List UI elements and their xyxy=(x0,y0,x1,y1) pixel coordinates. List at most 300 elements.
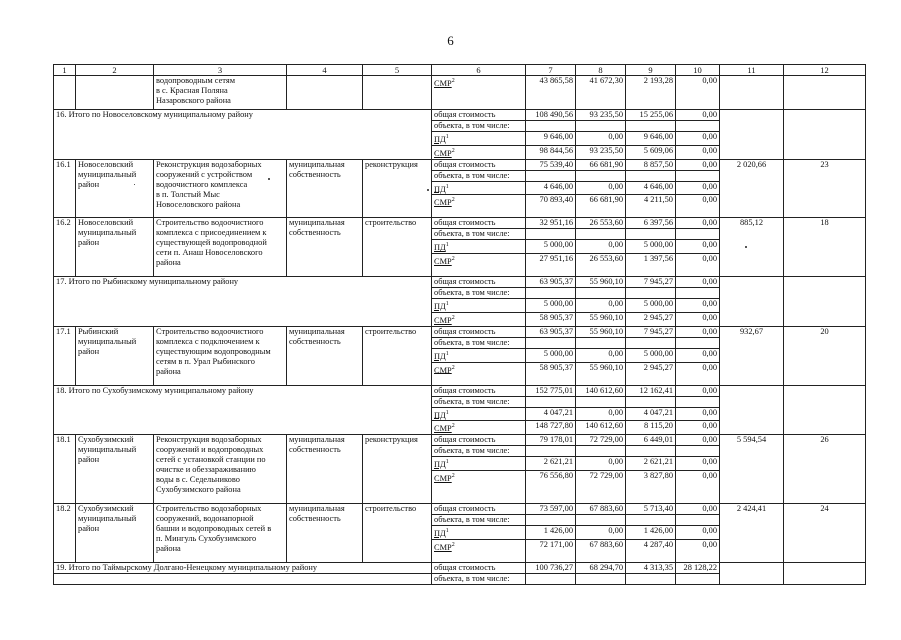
cell-line: муниципальная xyxy=(289,326,345,336)
column-number: 7 xyxy=(526,65,576,76)
smr-label xyxy=(432,539,526,562)
scan-speck xyxy=(427,189,429,191)
pd-label xyxy=(432,407,526,421)
including-label: объекта, в том числе: xyxy=(432,121,526,132)
amount-cell: 0,00 xyxy=(576,457,626,471)
cell-line: муниципальная xyxy=(289,503,345,513)
pd-label xyxy=(432,348,526,362)
amount-cell xyxy=(526,288,576,299)
cost-label: общая стоимость xyxy=(432,503,526,514)
amount-cell: 5 609,06 xyxy=(626,145,676,159)
amount-cell: 0,00 xyxy=(576,348,626,362)
district-total-blank xyxy=(54,573,432,584)
cost-label: общая стоимость xyxy=(432,159,526,170)
amount-cell: 27 951,16 xyxy=(526,254,576,277)
amount-cell: 72 729,00 xyxy=(576,470,626,503)
including-label: объекта, в том числе: xyxy=(432,514,526,525)
amount-cell: 2 945,27 xyxy=(626,362,676,385)
cell-line: муниципальная xyxy=(289,435,345,445)
amount-cell: 28 128,22 xyxy=(676,562,720,573)
amount-cell: 4 646,00 xyxy=(526,181,576,195)
amount-cell: 0,00 xyxy=(676,435,720,446)
object-name xyxy=(154,326,287,385)
work-type-cell: строительство xyxy=(363,503,432,562)
amount-cell: 0,00 xyxy=(676,421,720,435)
cell-line: собственность xyxy=(289,513,341,523)
footnote-mark: 2 xyxy=(451,256,455,263)
amount-cell: 8 857,50 xyxy=(626,159,676,170)
smr-label xyxy=(432,362,526,385)
district-total-title: 18. Итого по Сухобузимскому муниципальному району xyxy=(54,385,432,435)
cell-line: района xyxy=(156,258,181,268)
amount-cell: 0,00 xyxy=(676,326,720,337)
cell-line: муниципальный xyxy=(78,336,137,346)
amount-cell: 68 294,70 xyxy=(576,562,626,573)
cell-line: Реконструкция водозаборных xyxy=(156,435,262,445)
item-number: 17.1 xyxy=(54,326,76,385)
pd-text: ПД xyxy=(434,528,446,538)
amount-cell: 2 945,27 xyxy=(626,312,676,326)
cell-line: башни и водопроводных сетей в xyxy=(156,523,272,533)
item-number: 16.2 xyxy=(54,218,76,277)
pd-label xyxy=(432,240,526,254)
smr-text: СМР xyxy=(434,315,452,325)
smr-label xyxy=(432,312,526,326)
limit-cell: 2 424,41 xyxy=(720,503,784,562)
cost-label: общая стоимость xyxy=(432,277,526,288)
amount-cell xyxy=(626,573,676,584)
amount-cell xyxy=(576,170,626,181)
amount-cell: 0,00 xyxy=(576,181,626,195)
cell-line: муниципальная xyxy=(289,159,345,169)
cell-line: комплекса с присоединением к xyxy=(156,228,267,238)
amount-cell xyxy=(626,229,676,240)
smr-label xyxy=(432,76,526,110)
footnote-mark: 1 xyxy=(445,301,449,308)
footnote-mark: 1 xyxy=(445,350,449,357)
pd-text: ПД xyxy=(434,243,446,253)
column-number: 11 xyxy=(720,65,784,76)
smr-text: СМР xyxy=(434,424,452,434)
pd-label xyxy=(432,457,526,471)
cell-line: Новоселовский xyxy=(78,218,134,228)
cell-line: Реконструкция водозаборных xyxy=(156,159,262,169)
cell-line: район xyxy=(78,179,100,189)
amount-cell: 0,00 xyxy=(676,362,720,385)
amount-cell xyxy=(576,337,626,348)
amount-cell xyxy=(576,396,626,407)
smr-label xyxy=(432,254,526,277)
amount-cell: 0,00 xyxy=(576,525,626,539)
footnote-mark: 2 xyxy=(451,78,455,84)
amount-cell: 72 729,00 xyxy=(576,435,626,446)
amount-cell: 72 171,00 xyxy=(526,539,576,562)
item-number: 16.1 xyxy=(54,159,76,218)
amount-cell: 5 000,00 xyxy=(526,299,576,313)
table-row xyxy=(54,159,866,170)
cell-line: Строительство водоочистного xyxy=(156,218,264,228)
amount-cell: 0,00 xyxy=(676,240,720,254)
pd-label xyxy=(432,181,526,195)
amount-cell: 5 000,00 xyxy=(526,348,576,362)
amount-cell: 43 865,58 xyxy=(526,76,576,110)
district-cell xyxy=(76,218,154,277)
footnote-mark: 2 xyxy=(451,541,455,548)
including-label: объекта, в том числе: xyxy=(432,288,526,299)
cell-line: существующей водопроводной xyxy=(156,238,267,248)
column-number: 8 xyxy=(576,65,626,76)
limit-cell xyxy=(720,110,784,160)
smr-text: СМР xyxy=(434,256,452,266)
table-row xyxy=(54,110,866,121)
page-number: 6 xyxy=(447,33,454,48)
amount-cell: 4 211,50 xyxy=(626,195,676,218)
item-number xyxy=(54,76,76,110)
footnote-mark: 2 xyxy=(451,423,455,430)
cell-line: района xyxy=(156,543,181,553)
amount-cell xyxy=(626,170,676,181)
scan-speck xyxy=(745,246,747,248)
scan-speck xyxy=(268,178,270,180)
footnote-mark: 1 xyxy=(445,459,449,466)
cell-line: комплекса с подключением к xyxy=(156,336,260,346)
amount-cell xyxy=(526,396,576,407)
cell-line: сооружений, водонапорной xyxy=(156,513,254,523)
cell-line: водоочистного комплекса xyxy=(156,179,248,189)
cell-line: район xyxy=(78,346,100,356)
amount-cell: 140 612,60 xyxy=(576,421,626,435)
amount-cell: 0,00 xyxy=(676,407,720,421)
amount-cell: 6 397,56 xyxy=(626,218,676,229)
amount-cell: 1 397,56 xyxy=(626,254,676,277)
amount-cell: 93 235,50 xyxy=(576,145,626,159)
cell-line: Новоселовского района xyxy=(156,199,241,209)
amount-cell: 73 597,00 xyxy=(526,503,576,514)
amount-cell: 0,00 xyxy=(676,159,720,170)
amount-cell xyxy=(676,514,720,525)
amount-cell xyxy=(676,288,720,299)
cell-line: воды в с. Седельниково xyxy=(156,475,240,485)
footnote-mark: 1 xyxy=(445,134,449,140)
cell-line: Рыбинский xyxy=(78,326,119,336)
amount-cell: 15 255,06 xyxy=(626,110,676,121)
item-number: 18.1 xyxy=(54,435,76,504)
amount-cell: 26 553,60 xyxy=(576,254,626,277)
cost-label: общая стоимость xyxy=(432,385,526,396)
column-number: 4 xyxy=(287,65,363,76)
amount-cell: 4 313,35 xyxy=(626,562,676,573)
amount-cell xyxy=(626,446,676,457)
amount-cell xyxy=(676,396,720,407)
column-number: 6 xyxy=(432,65,526,76)
including-label: объекта, в том числе: xyxy=(432,229,526,240)
table-row xyxy=(54,277,866,288)
cell-line: водопроводным сетям xyxy=(156,76,235,85)
amount-cell: 2 621,21 xyxy=(626,457,676,471)
object-name xyxy=(154,218,287,277)
object-name xyxy=(154,76,287,110)
amount-cell: 58 905,37 xyxy=(526,362,576,385)
amount-cell: 0,00 xyxy=(676,76,720,110)
amount-cell xyxy=(526,573,576,584)
ownership-cell xyxy=(287,326,363,385)
column-number: 10 xyxy=(676,65,720,76)
amount-cell: 55 960,10 xyxy=(576,277,626,288)
amount-cell xyxy=(676,229,720,240)
amount-cell: 4 287,40 xyxy=(626,539,676,562)
rank-cell xyxy=(784,76,866,110)
limit-cell: 932,67 xyxy=(720,326,784,385)
cell-line: муниципальный xyxy=(78,445,137,455)
limit-cell xyxy=(720,277,784,327)
amount-cell xyxy=(676,337,720,348)
table-row xyxy=(54,385,866,396)
amount-cell xyxy=(626,514,676,525)
footnote-mark: 2 xyxy=(451,364,455,371)
amount-cell: 1 426,00 xyxy=(526,525,576,539)
amount-cell: 0,00 xyxy=(676,503,720,514)
amount-cell xyxy=(576,121,626,132)
cell-line: собственность xyxy=(289,169,341,179)
ownership-cell xyxy=(287,218,363,277)
smr-label xyxy=(432,145,526,159)
rank-cell xyxy=(784,562,866,584)
district-cell xyxy=(76,159,154,218)
amount-cell: 2 193,28 xyxy=(626,76,676,110)
column-number: 9 xyxy=(626,65,676,76)
footnote-mark: 2 xyxy=(451,197,455,204)
table-row xyxy=(54,562,866,573)
cell-line: в п. Толстый Мыс xyxy=(156,189,220,199)
rank-cell: 20 xyxy=(784,326,866,385)
pd-text: ПД xyxy=(434,459,446,469)
work-type-cell: строительство xyxy=(363,218,432,277)
limit-cell xyxy=(720,76,784,110)
amount-cell: 0,00 xyxy=(676,145,720,159)
pd-label xyxy=(432,299,526,313)
amount-cell: 58 905,37 xyxy=(526,312,576,326)
cell-line: очистке и обеззараживанию xyxy=(156,465,256,475)
cell-line: Новоселовский xyxy=(78,159,134,169)
amount-cell: 0,00 xyxy=(676,539,720,562)
cell-line: сооружений с устройством xyxy=(156,169,253,179)
footnote-mark: 1 xyxy=(445,527,449,534)
cell-line: муниципальный xyxy=(78,228,137,238)
cost-label: общая стоимость xyxy=(432,562,526,573)
cell-line: Сухобузимский xyxy=(78,503,134,513)
amount-cell: 76 556,80 xyxy=(526,470,576,503)
district-cell xyxy=(76,435,154,504)
footnote-mark: 2 xyxy=(451,147,455,154)
amount-cell: 3 827,80 xyxy=(626,470,676,503)
work-type-cell: реконструкция xyxy=(363,159,432,218)
column-number: 3 xyxy=(154,65,287,76)
column-number: 2 xyxy=(76,65,154,76)
ownership-cell xyxy=(287,435,363,504)
amount-cell xyxy=(576,229,626,240)
amount-cell: 98 844,56 xyxy=(526,145,576,159)
scan-speck xyxy=(134,184,135,185)
ownership-cell xyxy=(287,503,363,562)
cell-line: в с. Красная Поляна xyxy=(156,86,228,95)
amount-cell xyxy=(526,514,576,525)
pd-text: ПД xyxy=(434,184,446,194)
amount-cell xyxy=(626,337,676,348)
cell-line: Строительство водозаборных xyxy=(156,503,262,513)
district-cell xyxy=(76,503,154,562)
amount-cell xyxy=(576,514,626,525)
cell-line: собственность xyxy=(289,336,341,346)
amount-cell xyxy=(526,446,576,457)
table-row xyxy=(54,65,866,76)
table-row xyxy=(54,435,866,446)
amount-cell xyxy=(676,446,720,457)
amount-cell: 0,00 xyxy=(576,407,626,421)
table-row xyxy=(54,76,866,110)
amount-cell: 4 047,21 xyxy=(626,407,676,421)
amount-cell: 5 000,00 xyxy=(626,348,676,362)
cell-line: сооружений и водопроводных xyxy=(156,445,264,455)
cost-label: общая стоимость xyxy=(432,435,526,446)
amount-cell: 0,00 xyxy=(676,277,720,288)
rank-cell: 24 xyxy=(784,503,866,562)
cost-label: общая стоимость xyxy=(432,110,526,121)
amount-cell xyxy=(526,229,576,240)
amount-cell: 0,00 xyxy=(676,254,720,277)
amount-cell: 0,00 xyxy=(676,312,720,326)
amount-cell: 63 905,37 xyxy=(526,277,576,288)
amount-cell: 41 672,30 xyxy=(576,76,626,110)
cell-line: муниципальная xyxy=(289,218,345,228)
cell-line: муниципальный xyxy=(78,513,137,523)
work-type-cell: строительство xyxy=(363,326,432,385)
amount-cell: 55 960,10 xyxy=(576,326,626,337)
amount-cell: 79 178,01 xyxy=(526,435,576,446)
footnote-mark: 1 xyxy=(445,409,449,416)
table-row xyxy=(54,326,866,337)
amount-cell: 1 426,00 xyxy=(626,525,676,539)
rank-cell xyxy=(784,110,866,160)
amount-cell xyxy=(576,573,626,584)
amount-cell: 0,00 xyxy=(676,348,720,362)
capital-investment-table xyxy=(53,64,866,585)
footnote-mark: 2 xyxy=(451,314,455,321)
amount-cell: 4 646,00 xyxy=(626,181,676,195)
cell-line: существующим водопроводным xyxy=(156,346,271,356)
amount-cell: 7 945,27 xyxy=(626,326,676,337)
amount-cell: 5 000,00 xyxy=(526,240,576,254)
amount-cell: 140 612,60 xyxy=(576,385,626,396)
cell-line: район xyxy=(78,523,100,533)
smr-text: СМР xyxy=(434,365,452,375)
pd-text: ПД xyxy=(434,410,446,420)
smr-text: СМР xyxy=(434,198,452,208)
footnote-mark: 1 xyxy=(445,242,449,249)
amount-cell: 75 539,40 xyxy=(526,159,576,170)
amount-cell: 12 162,41 xyxy=(626,385,676,396)
footnote-mark: 1 xyxy=(445,183,449,190)
limit-cell: 885,12 xyxy=(720,218,784,277)
cell-line: сети п. Анаш Новоселовского xyxy=(156,248,263,258)
smr-text: СМР xyxy=(434,148,452,158)
amount-cell: 6 449,01 xyxy=(626,435,676,446)
amount-cell xyxy=(526,170,576,181)
amount-cell xyxy=(626,396,676,407)
smr-label xyxy=(432,470,526,503)
cost-label: общая стоимость xyxy=(432,218,526,229)
cell-line: района xyxy=(156,366,181,376)
amount-cell: 5 713,40 xyxy=(626,503,676,514)
amount-cell xyxy=(626,121,676,132)
amount-cell: 32 951,16 xyxy=(526,218,576,229)
amount-cell: 0,00 xyxy=(676,218,720,229)
pd-text: ПД xyxy=(434,351,446,361)
amount-cell xyxy=(576,446,626,457)
amount-cell xyxy=(626,288,676,299)
cell-line: собственность xyxy=(289,445,341,455)
amount-cell: 8 115,20 xyxy=(626,421,676,435)
column-number: 1 xyxy=(54,65,76,76)
pd-text: ПД xyxy=(434,301,446,311)
cell-line: Строительство водоочистного xyxy=(156,326,264,336)
pd-label xyxy=(432,525,526,539)
amount-cell: 4 047,21 xyxy=(526,407,576,421)
cell-line: собственность xyxy=(289,228,341,238)
including-label: объекта, в том числе: xyxy=(432,446,526,457)
amount-cell: 67 883,60 xyxy=(576,503,626,514)
cell-line: Назаровского района xyxy=(156,96,231,105)
amount-cell: 0,00 xyxy=(676,132,720,146)
amount-cell: 7 945,27 xyxy=(626,277,676,288)
district-cell xyxy=(76,76,154,110)
amount-cell: 0,00 xyxy=(676,457,720,471)
amount-cell xyxy=(676,170,720,181)
including-label: объекта, в том числе: xyxy=(432,573,526,584)
amount-cell: 70 893,40 xyxy=(526,195,576,218)
object-name xyxy=(154,159,287,218)
amount-cell: 67 883,60 xyxy=(576,539,626,562)
rank-cell xyxy=(784,277,866,327)
cell-line: район xyxy=(78,455,100,465)
rank-cell: 23 xyxy=(784,159,866,218)
amount-cell: 0,00 xyxy=(676,385,720,396)
pd-text: ПД xyxy=(434,134,446,144)
amount-cell: 66 681,90 xyxy=(576,159,626,170)
amount-cell: 0,00 xyxy=(676,181,720,195)
cell-line: сетям в п. Урал Рыбинского xyxy=(156,356,255,366)
object-name xyxy=(154,435,287,504)
table-row xyxy=(54,503,866,514)
district-total-title: 19. Итого по Таймырскому Долгано-Ненецкому муниципальному району xyxy=(54,562,432,573)
amount-cell: 2 621,21 xyxy=(526,457,576,471)
rank-cell: 26 xyxy=(784,435,866,504)
table-row xyxy=(54,218,866,229)
limit-cell: 5 594,54 xyxy=(720,435,784,504)
cell-line: Сухобузимского района xyxy=(156,485,241,495)
amount-cell xyxy=(576,288,626,299)
cell-line: Сухобузимский xyxy=(78,435,134,445)
cost-label: общая стоимость xyxy=(432,326,526,337)
amount-cell: 0,00 xyxy=(676,110,720,121)
amount-cell: 0,00 xyxy=(576,240,626,254)
smr-label xyxy=(432,195,526,218)
rank-cell: 18 xyxy=(784,218,866,277)
amount-cell: 26 553,60 xyxy=(576,218,626,229)
including-label: объекта, в том числе: xyxy=(432,170,526,181)
cell-line: район xyxy=(78,238,100,248)
column-number: 5 xyxy=(363,65,432,76)
amount-cell: 9 646,00 xyxy=(626,132,676,146)
